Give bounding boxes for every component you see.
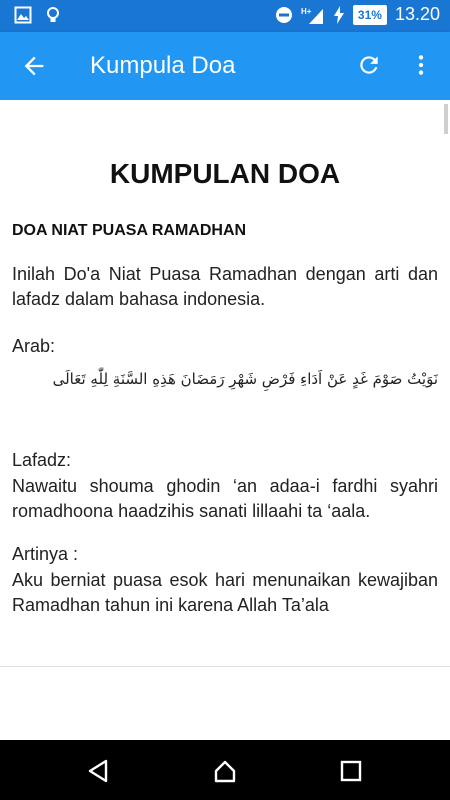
do-not-disturb-icon bbox=[275, 6, 293, 24]
arti-label: Artinya : bbox=[12, 544, 79, 564]
toolbar-title: Kumpula Doa bbox=[90, 52, 236, 79]
charging-icon bbox=[333, 6, 345, 24]
gallery-notification-icon bbox=[14, 6, 32, 24]
signal-icon bbox=[301, 6, 325, 24]
lafadz-paragraph: Nawaitu shouma ghodin ‘an adaa-i fardhi syahri romadhoona haadzihis sanati lillaahi ta ‘aala. bbox=[12, 476, 438, 521]
app-toolbar bbox=[0, 32, 450, 100]
battery-indicator: 31% bbox=[353, 5, 387, 25]
arti-paragraph: Aku berniat puasa esok hari menunaikan kewajiban Ramadhan tahun ini karena Allah Ta’ala bbox=[12, 570, 438, 615]
arabic-prayer-text: نَوَيْتُ صَوْمَ غَدٍ عَنْ اَدَاءِ فَرْضِ شَهْرِ رَمَضَانَ هَذِهِ السَّنَةِ لِلّٰهِ تَعَالَى bbox=[52, 370, 438, 388]
bottom-blank-area bbox=[0, 667, 450, 740]
page-title: KUMPULAN DOA bbox=[109, 158, 341, 189]
more-vert-icon[interactable] bbox=[408, 52, 434, 78]
lightbulb-notification-icon bbox=[44, 6, 62, 24]
intro-paragraph: Inilah Do'a Niat Puasa Ramadhan dengan arti dan lafadz dalam bahasa indonesia. bbox=[12, 264, 438, 309]
scrollbar[interactable] bbox=[444, 104, 448, 134]
article-content[interactable] bbox=[0, 100, 450, 666]
nav-back-icon[interactable] bbox=[86, 758, 112, 784]
section-title: DOA NIAT PUASA RAMADHAN bbox=[12, 222, 247, 239]
refresh-icon[interactable] bbox=[356, 52, 382, 78]
arab-label: Arab: bbox=[12, 336, 56, 356]
system-navigation-bar bbox=[0, 740, 450, 800]
nav-recents-icon[interactable] bbox=[338, 758, 364, 784]
nav-home-icon[interactable] bbox=[212, 758, 238, 784]
status-clock: 13.20 bbox=[394, 4, 440, 24]
back-arrow-icon[interactable] bbox=[20, 52, 48, 80]
lafadz-label: Lafadz: bbox=[12, 450, 72, 470]
status-bar bbox=[0, 0, 450, 32]
svg-text:H+: H+ bbox=[300, 6, 312, 16]
